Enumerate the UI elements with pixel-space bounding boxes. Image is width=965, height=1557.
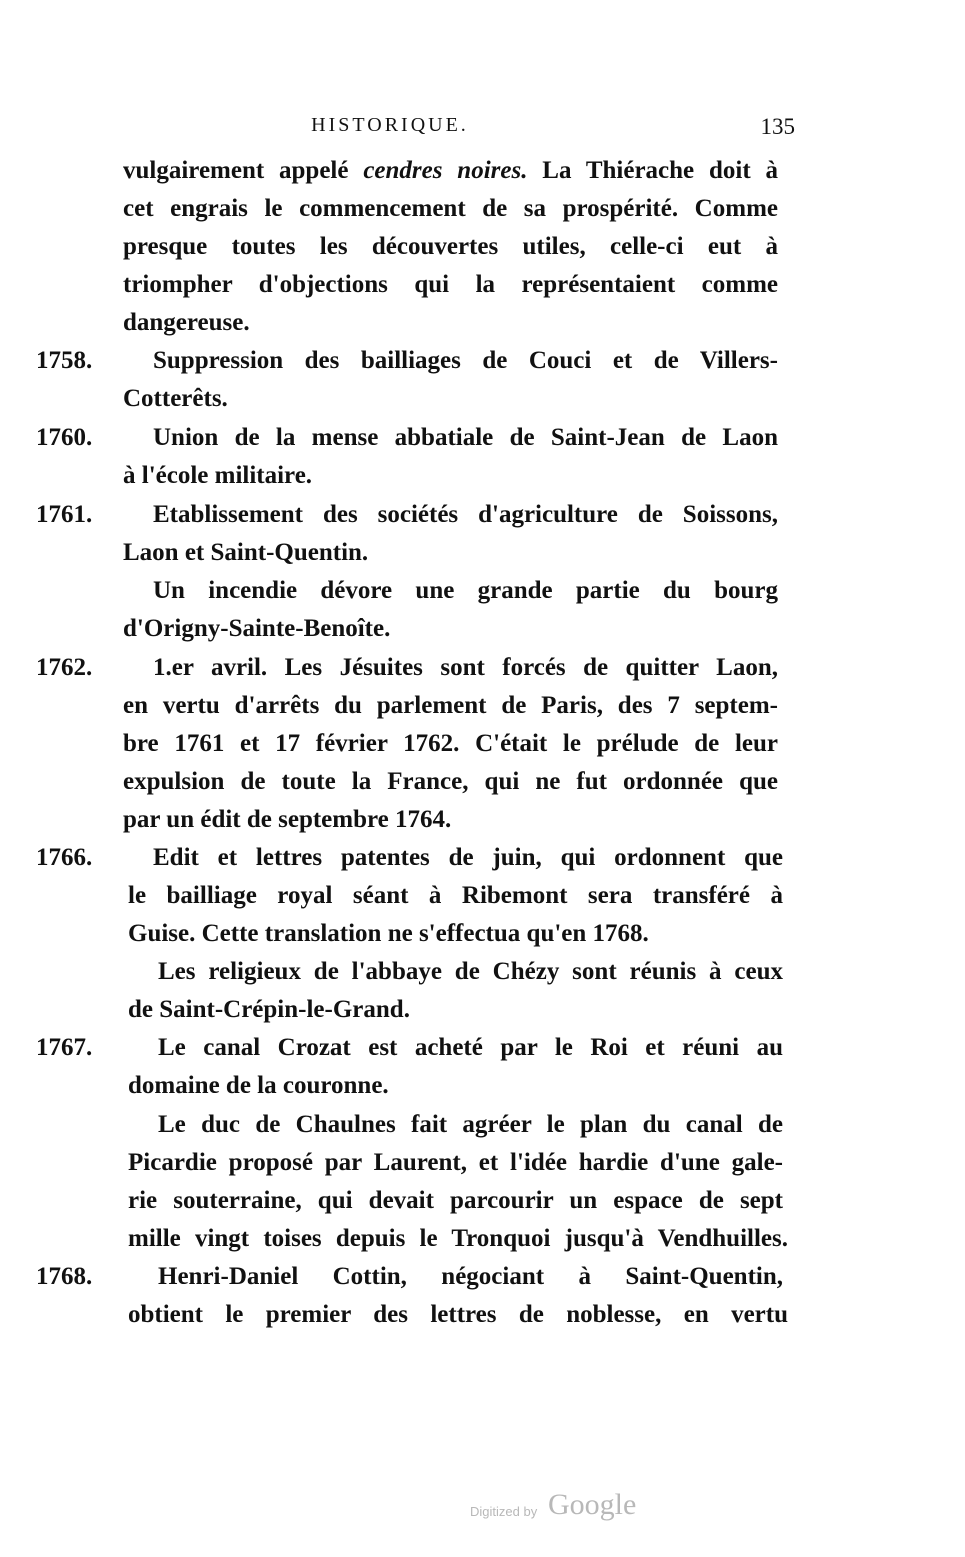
line-text: en vertu d'arrêts du parlement de Paris, des 7 septem-: [123, 692, 778, 719]
year-marker: 1758.: [36, 347, 93, 374]
text-line: [0, 1106, 965, 1144]
text-line: [0, 763, 965, 801]
italic-term: cendres noires.: [363, 157, 528, 184]
text-line: [0, 457, 965, 495]
text-line: [0, 649, 965, 687]
line-text: Un incendie dévore une grande partie du bourg: [153, 577, 778, 604]
line-text: dangereuse.: [123, 309, 250, 336]
line-text: Guise. Cette translation ne s'effectua qu'en 1768.: [128, 920, 649, 947]
text-line: [0, 877, 965, 915]
year-marker: 1760.: [36, 424, 93, 451]
line-text: à l'école militaire.: [123, 462, 313, 489]
text-line: [0, 1067, 965, 1105]
text-line: [0, 534, 965, 572]
text-line: [0, 687, 965, 725]
text-line: [0, 953, 965, 991]
line-text: Le canal Crozat est acheté par le Roi et réuni au: [158, 1034, 783, 1061]
line-text-start: vulgairement appelé: [123, 157, 364, 184]
text-line: [0, 915, 965, 953]
text-line: [0, 1258, 965, 1296]
line-text: rie souterraine, qui devait parcourir un espace de sept: [128, 1187, 783, 1214]
text-line: [0, 419, 965, 457]
text-line: [0, 496, 965, 534]
line-text: par un édit de septembre 1764.: [123, 806, 452, 833]
line-text: de Saint-Crépin-le-Grand.: [128, 996, 410, 1023]
year-marker: 1761.: [36, 501, 93, 528]
line-text-end: La Thiérache doit à: [527, 157, 778, 184]
line-text: bre 1761 et 17 février 1762. C'était le prélude de leur: [123, 730, 778, 757]
text-line: [0, 1182, 965, 1220]
text-line: [0, 1296, 965, 1334]
year-marker: 1767.: [36, 1034, 93, 1061]
line-text: expulsion de toute la France, qui ne fut ordonnée que: [123, 768, 778, 795]
line-text: Suppression des bailliages de Couci et de Villers-: [153, 347, 778, 374]
line-text: le bailliage royal séant à Ribemont sera transféré à: [128, 882, 783, 909]
text-line: [0, 304, 965, 342]
page-number: 135: [760, 114, 795, 139]
year-marker: 1768.: [36, 1263, 93, 1290]
text-line: [0, 991, 965, 1029]
text-line: [0, 1144, 965, 1182]
line-text: d'Origny-Sainte-Benoîte.: [123, 615, 391, 642]
text-line: [0, 380, 965, 418]
text-line: [0, 610, 965, 648]
year-marker: 1766.: [36, 844, 93, 871]
line-text: cet engrais le commencement de sa prospérité. Comme: [123, 195, 778, 222]
line-text: Le duc de Chaulnes fait agréer le plan du canal de: [158, 1111, 783, 1138]
text-line: [0, 1029, 965, 1067]
line-text: Etablissement des sociétés d'agriculture de Soissons,: [153, 501, 778, 528]
text-line: [0, 572, 965, 610]
line-text: Laon et Saint-Quentin.: [123, 539, 369, 566]
text-line: [0, 266, 965, 304]
line-text: domaine de la couronne.: [128, 1072, 389, 1099]
line-text: Picardie proposé par Laurent, et l'idée hardie d'une gale-: [128, 1149, 783, 1176]
line-text: triompher d'objections qui la représentaient comme: [123, 271, 778, 298]
running-title: HISTORIQUE.: [311, 114, 469, 136]
line-text: Les religieux de l'abbaye de Chézy sont réunis à ceux: [158, 958, 783, 985]
text-line: [0, 190, 965, 228]
watermark-logo-text: Google: [548, 1488, 637, 1521]
text-line: [0, 1220, 965, 1258]
text-line: [0, 342, 965, 380]
line-text: 1.er avril. Les Jésuites sont forcés de quitter Laon,: [153, 654, 778, 681]
line-text: mille vingt toises depuis le Tronquoi jusqu'à Vendhuilles.: [128, 1225, 788, 1252]
text-line: [0, 839, 965, 877]
line-text: [123, 152, 778, 190]
line-text: obtient le premier des lettres de noblesse, en vertu: [128, 1301, 788, 1328]
line-text: Edit et lettres patentes de juin, qui ordonnent que: [153, 844, 783, 871]
text-line: [0, 228, 965, 266]
text-line: [0, 801, 965, 839]
line-text: Henri-Daniel Cottin, négociant à Saint-Quentin,: [158, 1263, 783, 1290]
text-line: [0, 152, 965, 190]
line-text: Union de la mense abbatiale de Saint-Jean de Laon: [153, 424, 778, 451]
year-marker: 1762.: [36, 654, 93, 681]
line-text: presque toutes les découvertes utiles, celle-ci eut à: [123, 233, 778, 260]
watermark-small-text: Digitized by: [470, 1504, 538, 1519]
digitized-watermark: [470, 1488, 670, 1528]
running-head: [120, 114, 795, 144]
text-line: [0, 725, 965, 763]
line-text: Cotterêts.: [123, 385, 228, 412]
